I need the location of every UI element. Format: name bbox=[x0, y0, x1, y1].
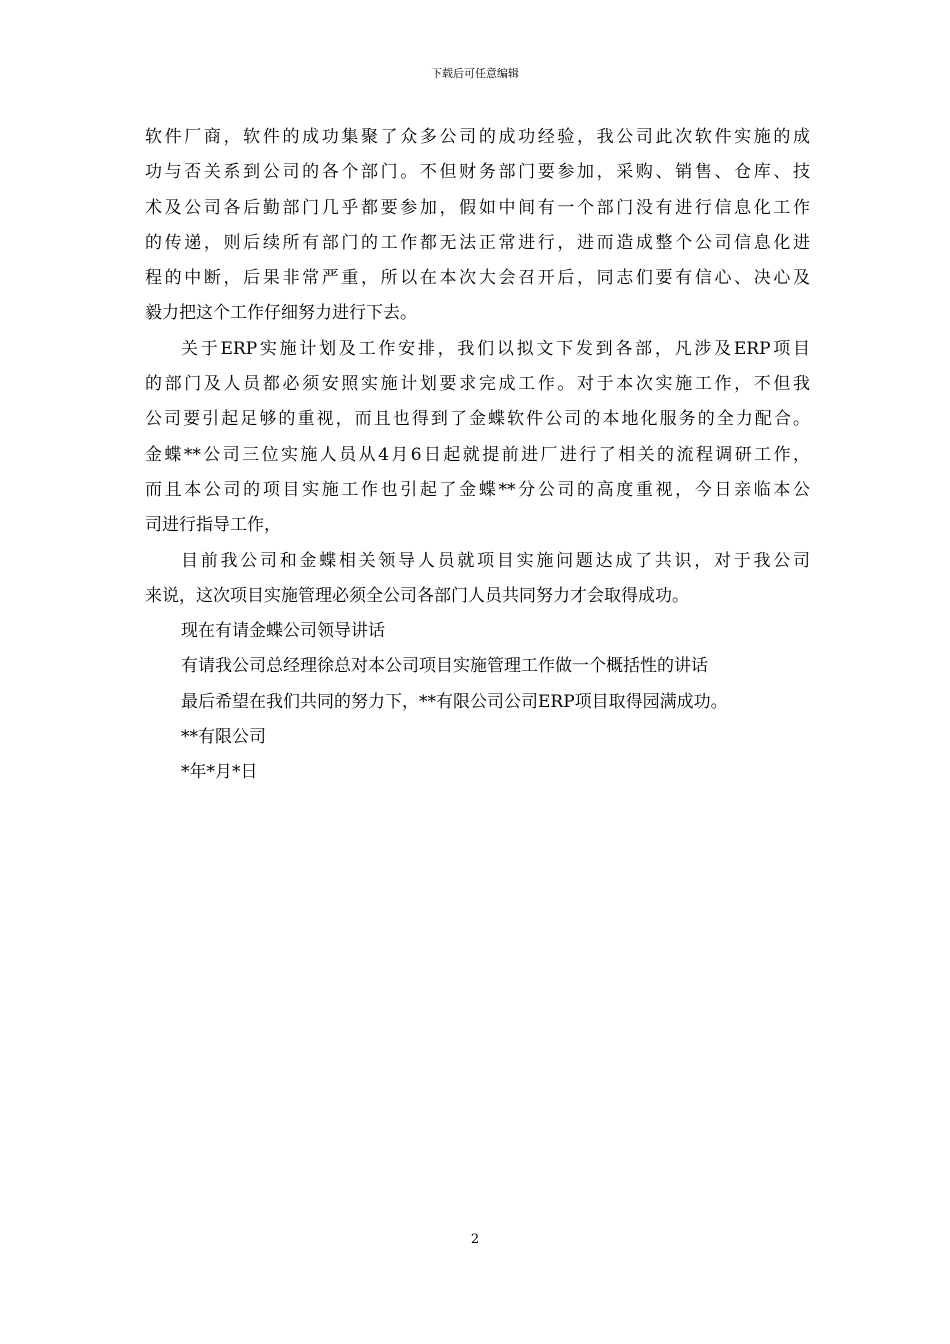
body-line: 最后希望在我们共同的努力下，**有限公司公司ERP项目取得园满成功。 bbox=[181, 691, 728, 712]
body-line: 金蝶**公司三位实施人员从4月6日起就提前进厂进行了相关的流程调研工作， bbox=[145, 444, 810, 465]
body-line: 现在有请金蝶公司领导讲话 bbox=[181, 621, 385, 642]
company-signature: **有限公司 bbox=[181, 727, 266, 748]
body-line: 关于ERP实施计划及工作安排，我们以拟文下发到各部，凡涉及ERP项目 bbox=[181, 338, 810, 359]
body-line: 术及公司各后勤部门几乎都要参加，假如中间有一个部门没有进行信息化工作 bbox=[145, 197, 810, 218]
signature-date: *年*月*日 bbox=[181, 762, 258, 783]
body-line: 有请我公司总经理徐总对本公司项目实施管理工作做一个概括性的讲话 bbox=[181, 656, 708, 677]
body-line: 功与否关系到公司的各个部门。不但财务部门要参加，采购、销售、仓库、技 bbox=[145, 162, 810, 183]
body-line: 毅力把这个工作仔细努力进行下去。 bbox=[145, 303, 417, 324]
body-line: 软件厂商，软件的成功集聚了众多公司的成功经验，我公司此次软件实施的成 bbox=[145, 127, 810, 147]
document-body bbox=[145, 120, 810, 791]
body-line: 的传递，则后续所有部门的工作都无法正常进行，进而造成整个公司信息化进 bbox=[145, 232, 810, 253]
page-number: 2 bbox=[470, 1232, 480, 1247]
body-line: 目前我公司和金蝶相关领导人员就项目实施问题达成了共识，对于我公司 bbox=[181, 550, 810, 571]
body-line: 公司要引起足够的重视，而且也得到了金蝶软件公司的本地化服务的全力配合。 bbox=[145, 409, 810, 430]
body-line: 的部门及人员都必须安照实施计划要求完成工作。对于本次实施工作，不但我 bbox=[145, 374, 810, 395]
body-line: 来说，这次项目实施管理必须全公司各部门人员共同努力才会取得成功。 bbox=[145, 585, 689, 606]
body-line: 而且本公司的项目实施工作也引起了金蝶**分公司的高度重视，今日亲临本公 bbox=[145, 479, 810, 500]
body-line: 程的中断，后果非常严重，所以在本次大会召开后，同志们要有信心、决心及 bbox=[145, 268, 810, 289]
page-header: 下载后可任意编辑 bbox=[431, 67, 519, 80]
body-line: 司进行指导工作， bbox=[145, 515, 281, 536]
